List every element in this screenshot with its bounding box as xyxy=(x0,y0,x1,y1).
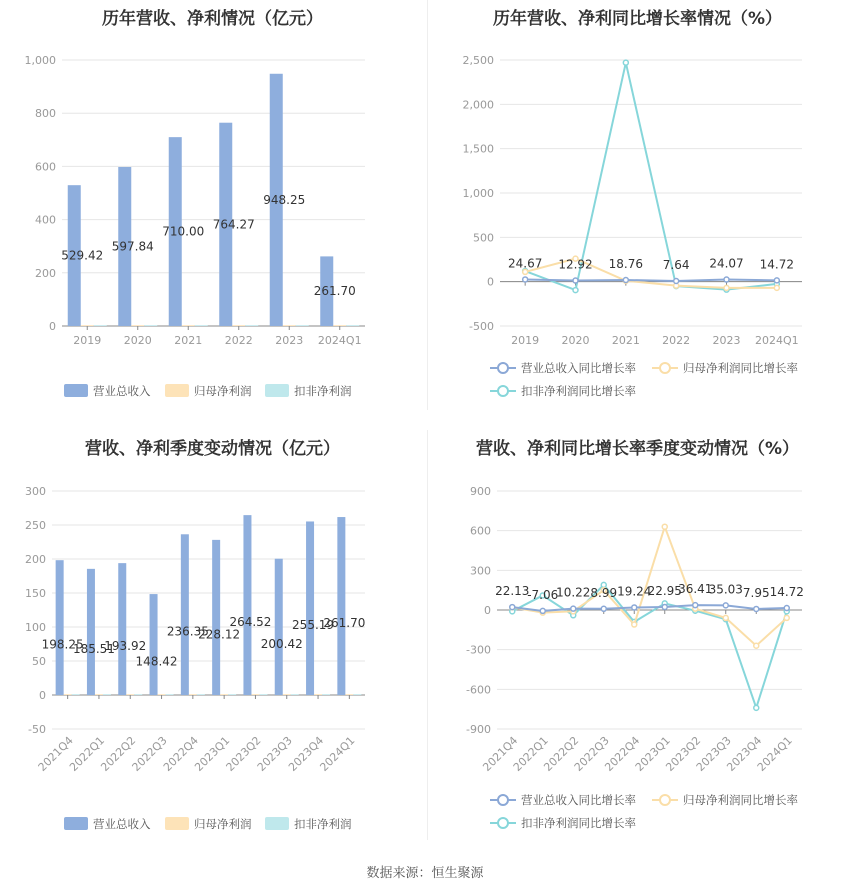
chart3-title: 营收、净利季度变动情况（亿元） xyxy=(85,439,340,459)
c3-data-label: 255.19 xyxy=(292,618,335,633)
c1-xtick-label: 2024Q1 xyxy=(317,334,362,347)
c2-data-label: 12.92 xyxy=(558,257,593,272)
c3-xtick-label: 2023Q2 xyxy=(223,733,264,774)
c2-xtick-label: 2020 xyxy=(561,334,590,347)
c3-xtick-label: 2022Q1 xyxy=(67,733,108,774)
c1-data-label: 529.42 xyxy=(61,248,104,263)
c1-legend-swatch xyxy=(265,384,289,397)
c4-xtick-label: 2022Q4 xyxy=(602,733,643,774)
c2-ytick-label: 0 xyxy=(487,275,494,289)
c2-legend-label: 营业总收入同比增长率 xyxy=(521,361,636,375)
c4-ytick-label: 0 xyxy=(484,604,491,617)
c3-bar-3 xyxy=(322,694,330,695)
c3-xtick-label: 2024Q1 xyxy=(317,733,358,774)
c3-bar-3 xyxy=(353,694,361,695)
c3-bar-2 xyxy=(283,694,291,695)
c2-data-label: 24.67 xyxy=(507,256,543,271)
c3-bar-1 xyxy=(337,517,345,695)
c4-legend-marker xyxy=(498,818,508,828)
c1-bar-3 xyxy=(144,325,157,326)
c1-ytick-label: 0 xyxy=(49,320,56,333)
c1-data-label: 597.84 xyxy=(111,239,154,254)
c1-bar-3 xyxy=(245,325,258,326)
c2-legend-label: 扣非净利润同比增长率 xyxy=(521,384,636,398)
c3-data-label: 228.12 xyxy=(198,627,241,642)
c3-bar-1 xyxy=(150,594,158,695)
c3-bar-3 xyxy=(72,694,80,695)
c3-ytick-label: 0 xyxy=(39,689,46,702)
c3-ytick-label: 250 xyxy=(25,519,46,532)
c2-point-3 xyxy=(573,288,578,293)
c3-bar-2 xyxy=(251,694,259,695)
c1-data-label: 261.70 xyxy=(313,284,356,299)
c1-data-label: 764.27 xyxy=(212,217,255,232)
c2-point-1 xyxy=(724,277,729,282)
c3-legend-swatch xyxy=(64,817,88,830)
c3-bar-2 xyxy=(220,694,228,695)
c1-bar-3 xyxy=(346,325,359,326)
c3-ytick-label: -50 xyxy=(28,723,46,736)
c2-ytick-label: 1,000 xyxy=(462,187,494,200)
c4-legend-label: 归母净利润同比增长率 xyxy=(683,793,798,807)
c3-ytick-label: 100 xyxy=(25,621,46,634)
c3-legend-label: 营业总收入 xyxy=(93,817,151,831)
c3-xtick-label: 2021Q4 xyxy=(35,733,76,774)
c3-bar-3 xyxy=(134,694,142,695)
c1-bar-2 xyxy=(131,325,144,326)
c4-xtick-label: 2023Q2 xyxy=(663,733,704,774)
c2-ytick-label: 2,500 xyxy=(462,54,494,67)
c3-bar-2 xyxy=(64,694,72,695)
c4-data-label: 7.95 xyxy=(742,585,770,600)
c1-legend-swatch xyxy=(165,384,189,397)
c4-ytick-label: 300 xyxy=(470,564,491,578)
c3-data-label: 148.42 xyxy=(135,654,178,669)
c4-data-label: 8.99 xyxy=(590,585,618,600)
c3-data-label: 185.51 xyxy=(72,641,115,656)
c2-xtick-label: 2019 xyxy=(511,334,540,347)
c4-xtick-label: 2021Q4 xyxy=(480,733,521,774)
c1-xtick-label: 2020 xyxy=(123,334,152,347)
c1-bar-3 xyxy=(94,325,107,326)
c3-bar-3 xyxy=(291,694,299,695)
c1-bar-3 xyxy=(296,325,309,326)
c3-ytick-label: 50 xyxy=(32,655,46,668)
c3-data-label: 200.42 xyxy=(260,636,303,651)
c2-legend-marker xyxy=(498,386,508,396)
c1-bar-2 xyxy=(232,325,245,326)
chart1-title: 历年营收、净利情况（亿元） xyxy=(102,9,323,29)
c1-legend-label: 扣非净利润 xyxy=(294,384,352,398)
c4-legend-label: 扣非净利润同比增长率 xyxy=(521,816,636,830)
c3-bar-1 xyxy=(243,515,251,695)
c4-point-1 xyxy=(540,608,545,613)
c1-xtick-label: 2023 xyxy=(275,334,304,347)
c4-point-1 xyxy=(571,606,576,611)
c1-xtick-label: 2019 xyxy=(73,334,102,347)
c2-ytick-label: 1,500 xyxy=(462,142,494,156)
c4-ytick-label: -300 xyxy=(466,643,491,657)
c4-data-label: 14.72 xyxy=(769,585,804,600)
c2-xtick-label: 2023 xyxy=(712,334,741,347)
c3-xtick-label: 2022Q3 xyxy=(129,733,170,774)
c4-point-1 xyxy=(662,604,667,609)
c2-data-label: 14.72 xyxy=(759,257,795,272)
c4-point-1 xyxy=(632,605,637,610)
c4-legend-marker xyxy=(660,795,670,805)
c3-bar-2 xyxy=(95,694,103,695)
c2-point-1 xyxy=(674,278,679,283)
c4-point-1 xyxy=(784,606,789,611)
c3-data-label: 264.52 xyxy=(229,615,272,630)
c3-bar-1 xyxy=(212,540,220,695)
c4-data-label: 36.41 xyxy=(678,582,713,597)
c3-data-label: 198.25 xyxy=(41,637,84,652)
c4-xtick-label: 2023Q4 xyxy=(724,733,765,774)
c4-data-label: 22.95 xyxy=(647,583,682,598)
c2-series-line-1 xyxy=(525,279,777,281)
c4-data-label: 10.22 xyxy=(556,585,591,600)
c1-legend-label: 营业总收入 xyxy=(93,384,151,398)
c2-legend-label: 归母净利润同比增长率 xyxy=(683,361,798,375)
c4-point-2 xyxy=(723,615,728,620)
c3-xtick-label: 2023Q1 xyxy=(192,733,233,774)
c4-ytick-label: -900 xyxy=(466,723,491,736)
c1-bar-2 xyxy=(283,325,296,326)
c4-xtick-label: 2023Q1 xyxy=(632,733,673,774)
c4-data-label: 19.24 xyxy=(617,584,652,599)
c1-legend-label: 归母净利润 xyxy=(194,384,252,398)
c2-xtick-label: 2021 xyxy=(611,334,640,347)
c1-legend-swatch xyxy=(64,384,88,397)
c1-data-label: 710.00 xyxy=(162,224,205,239)
c3-ytick-label: 300 xyxy=(25,485,46,498)
c3-bar-3 xyxy=(228,694,236,695)
c2-point-1 xyxy=(523,277,528,282)
c2-data-label: 24.07 xyxy=(709,256,744,271)
c3-bar-1 xyxy=(181,534,189,695)
c3-bar-1 xyxy=(87,569,95,695)
c4-ytick-label: 600 xyxy=(470,524,491,538)
c3-bar-2 xyxy=(126,694,134,695)
c3-legend-label: 归母净利润 xyxy=(194,817,252,831)
c4-legend-marker xyxy=(498,795,508,805)
c2-ytick-label: 500 xyxy=(473,231,494,245)
c3-xtick-label: 2023Q3 xyxy=(254,733,295,774)
c3-bar-3 xyxy=(103,694,111,695)
c3-data-label: 261.70 xyxy=(323,616,366,631)
c2-point-1 xyxy=(774,278,779,283)
c3-xtick-label: 2022Q4 xyxy=(160,733,201,774)
c2-data-label: 18.76 xyxy=(608,257,644,272)
c3-bar-2 xyxy=(158,694,166,695)
c2-data-label: 7.64 xyxy=(662,257,690,272)
c4-legend-label: 营业总收入同比增长率 xyxy=(521,793,636,807)
c1-ytick-label: 1,000 xyxy=(24,54,56,67)
c3-bar-1 xyxy=(56,560,64,695)
c2-ytick-label: 2,000 xyxy=(462,98,494,112)
c3-bar-2 xyxy=(314,694,322,695)
c4-point-1 xyxy=(693,603,698,608)
c4-xtick-label: 2022Q2 xyxy=(541,733,582,774)
c4-point-1 xyxy=(510,605,515,610)
c1-bar-2 xyxy=(333,325,346,326)
c3-data-label: 236.35 xyxy=(166,624,209,639)
c4-ytick-label: -600 xyxy=(466,683,491,697)
c1-bar-2 xyxy=(182,325,195,326)
c4-point-1 xyxy=(754,606,759,611)
c3-xtick-label: 2022Q2 xyxy=(98,733,139,774)
c3-bar-1 xyxy=(118,563,126,695)
c1-ytick-label: 400 xyxy=(35,213,56,227)
c4-xtick-label: 2022Q1 xyxy=(510,733,551,774)
c3-bar-1 xyxy=(275,559,283,695)
c3-bar-3 xyxy=(197,694,205,695)
c1-ytick-label: 800 xyxy=(35,107,56,121)
c3-bar-2 xyxy=(189,694,197,695)
c4-point-1 xyxy=(601,606,606,611)
c3-bar-3 xyxy=(259,694,267,695)
c4-data-label: 35.03 xyxy=(708,582,743,597)
c4-point-2 xyxy=(632,622,637,627)
c2-point-1 xyxy=(573,278,578,283)
c4-ytick-label: 900 xyxy=(470,485,491,498)
c4-point-3 xyxy=(754,705,759,710)
c4-point-2 xyxy=(754,643,759,648)
c4-data-label: 22.13 xyxy=(495,584,530,599)
chart4-title: 营收、净利同比增长率季度变动情况（%） xyxy=(475,439,800,459)
c2-xtick-label: 2022 xyxy=(662,334,691,347)
c3-bar-2 xyxy=(345,694,353,695)
chart2-title: 历年营收、净利同比增长率情况（%） xyxy=(492,9,783,29)
data-source-note: 数据来源：恒生聚源 xyxy=(366,866,484,881)
c3-data-label: 193.92 xyxy=(104,639,147,654)
c4-point-2 xyxy=(784,615,789,620)
c4-point-1 xyxy=(723,603,728,608)
c3-bar-1 xyxy=(306,521,314,695)
c1-bar-2 xyxy=(81,325,94,326)
c1-data-label: 948.25 xyxy=(263,192,306,207)
c4-point-2 xyxy=(662,524,667,529)
c4-xtick-label: 2022Q3 xyxy=(571,733,612,774)
c1-bar-3 xyxy=(195,325,208,326)
c4-data-label: -7.06 xyxy=(527,587,559,602)
c3-legend-swatch xyxy=(265,817,289,830)
c2-point-3 xyxy=(623,60,628,65)
c1-ytick-label: 200 xyxy=(35,266,56,280)
c3-legend-swatch xyxy=(165,817,189,830)
c4-xtick-label: 2024Q1 xyxy=(754,733,795,774)
c3-ytick-label: 150 xyxy=(25,587,46,600)
c2-point-2 xyxy=(774,285,779,290)
c2-point-2 xyxy=(724,285,729,290)
c1-ytick-label: 600 xyxy=(35,160,56,174)
c1-xtick-label: 2021 xyxy=(174,334,203,347)
c2-legend-marker xyxy=(498,363,508,373)
c3-xtick-label: 2023Q4 xyxy=(286,733,327,774)
c2-ytick-label: -500 xyxy=(469,320,494,333)
c3-bar-3 xyxy=(166,694,174,695)
c2-legend-marker xyxy=(660,363,670,373)
c4-xtick-label: 2023Q3 xyxy=(693,733,734,774)
c2-xtick-label: 2024Q1 xyxy=(755,334,799,347)
c3-legend-label: 扣非净利润 xyxy=(294,817,352,831)
c2-point-1 xyxy=(623,278,628,283)
c3-ytick-label: 200 xyxy=(25,553,46,566)
c1-xtick-label: 2022 xyxy=(224,334,253,347)
